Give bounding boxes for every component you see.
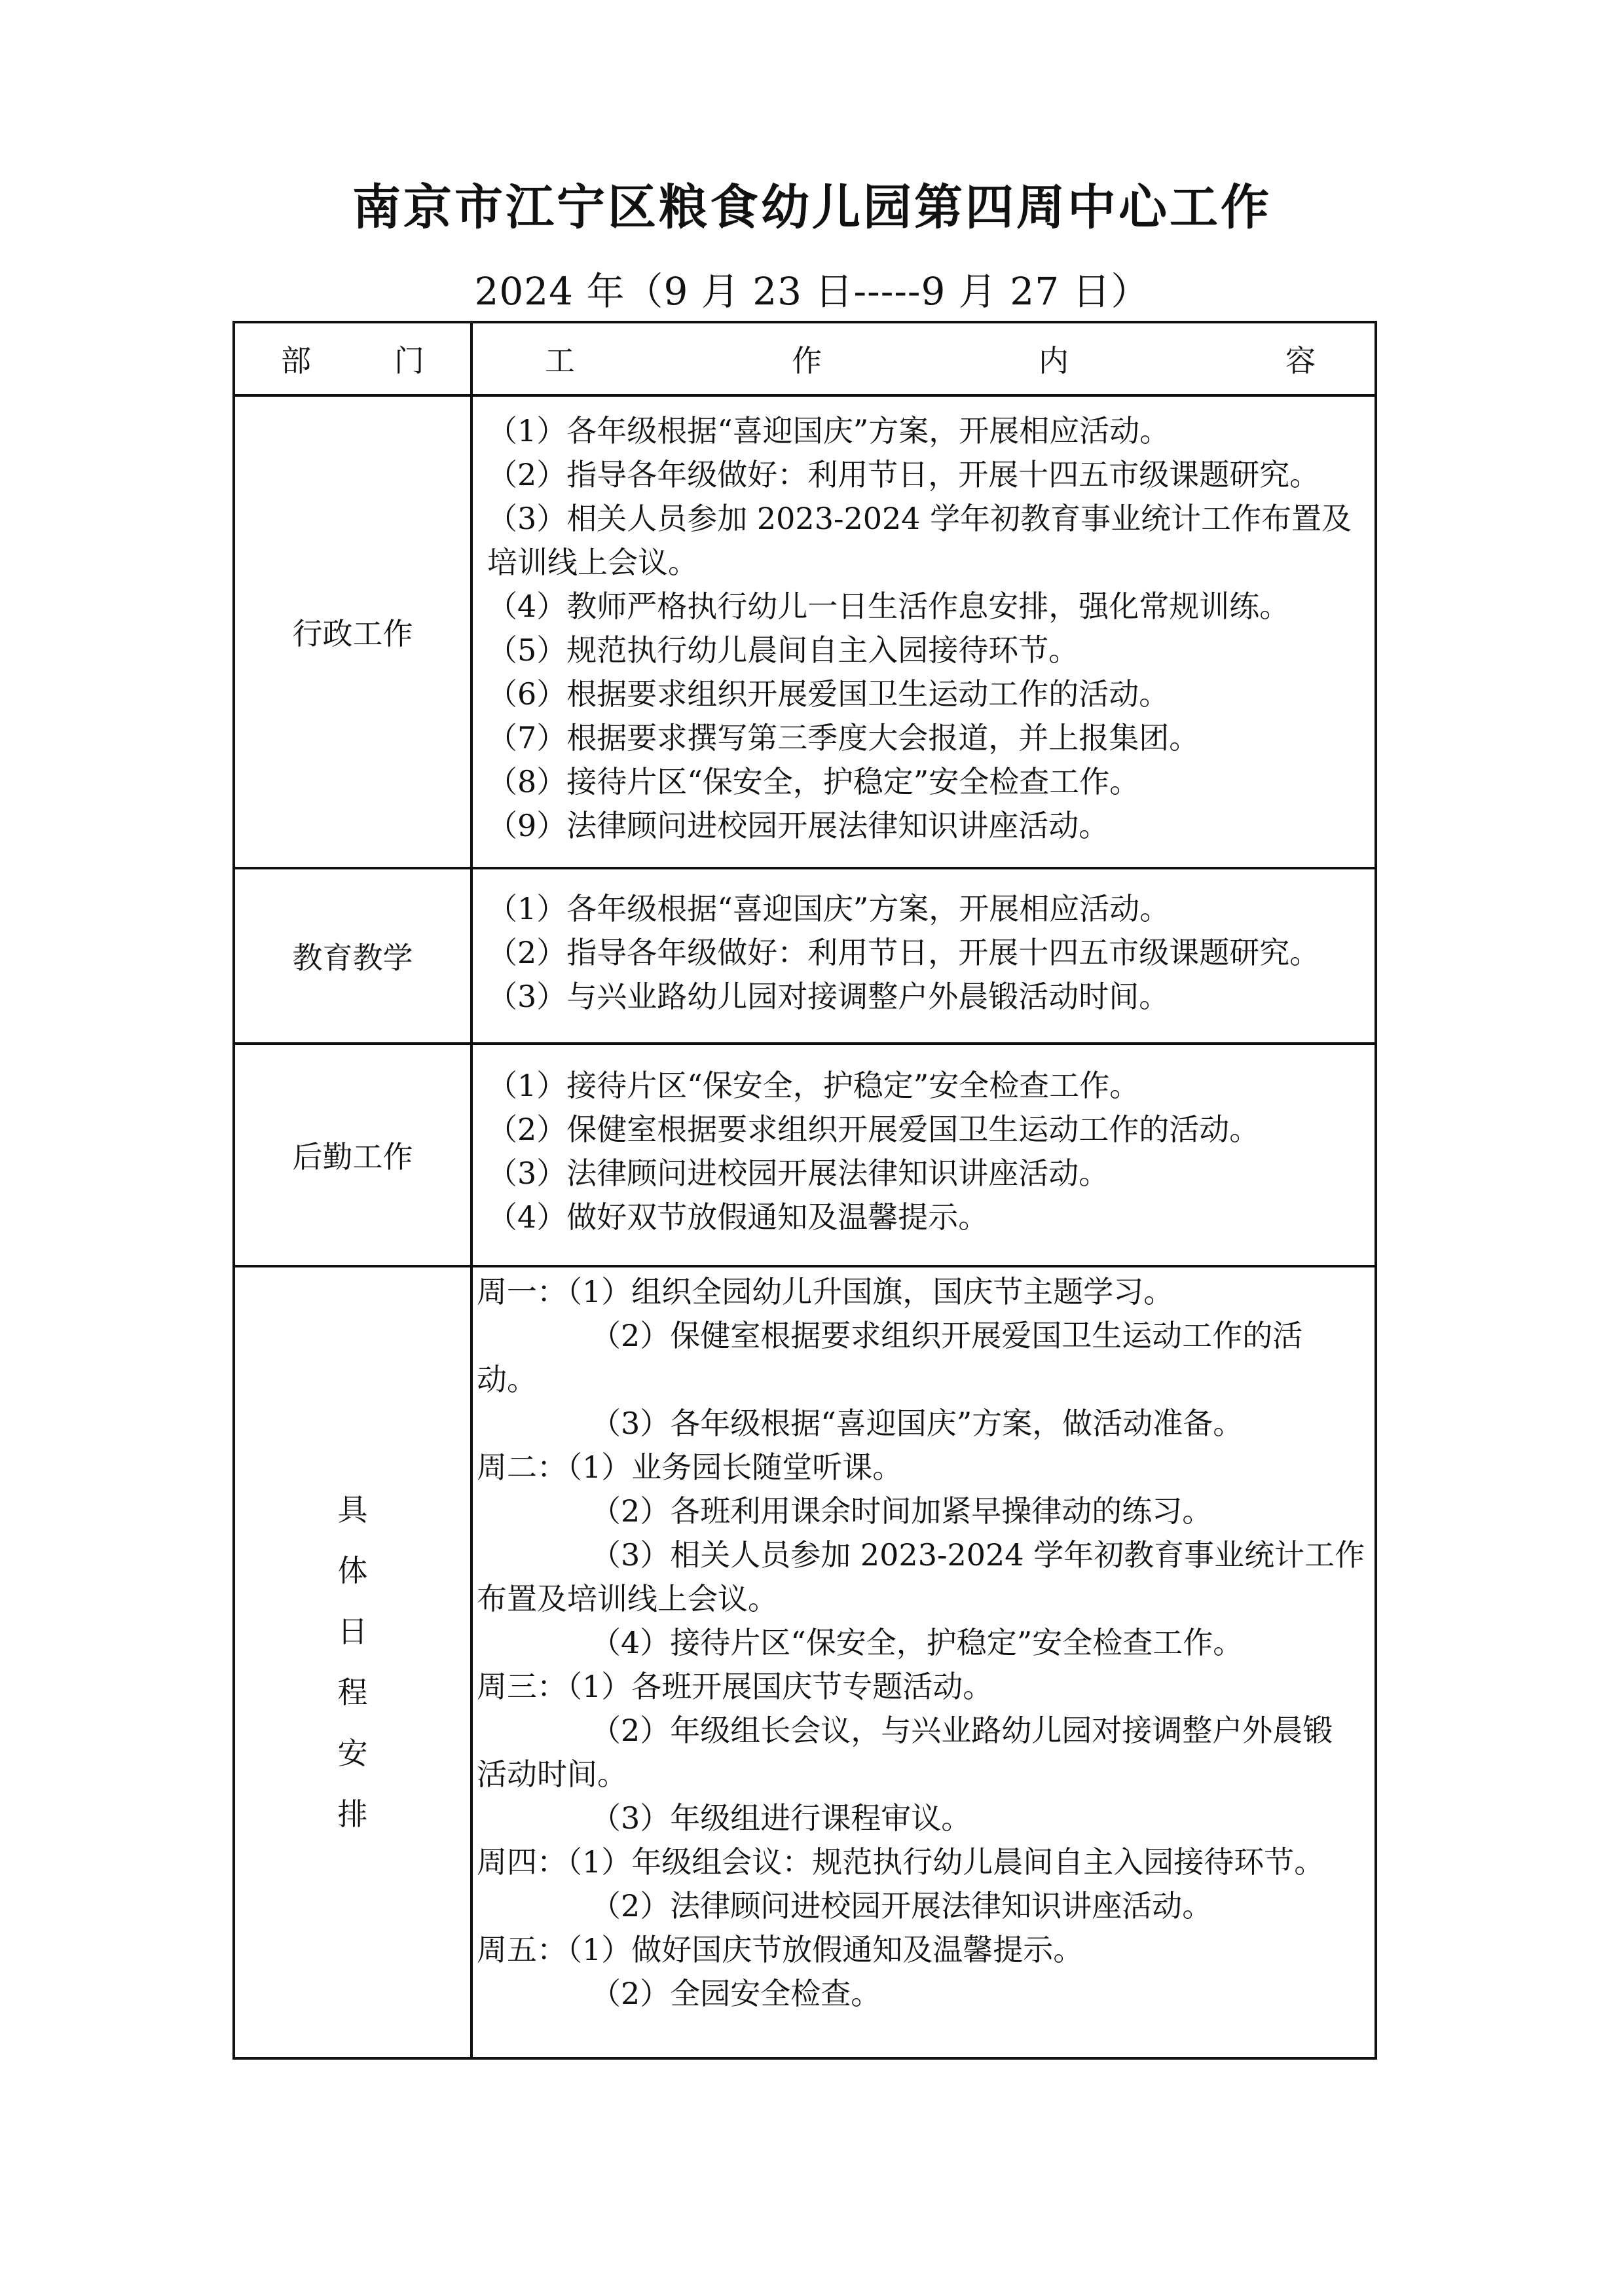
schedule-dept-char: 具 <box>337 1492 368 1527</box>
list-item: （1）各年级根据“喜迎国庆”方案，开展相应活动。 <box>487 413 1170 448</box>
table-header-row <box>234 322 1376 395</box>
schedule-content-cell <box>471 1266 1376 2058</box>
schedule-line: 周一：（1）组织全园幼儿升国旗，国庆节主题学习。 <box>477 1274 1174 1309</box>
header-dept-char: 部 <box>281 343 311 378</box>
header-department-cell <box>234 322 471 395</box>
list-item: （4）教师严格执行幼儿一日生活作息安排，强化常规训练。 <box>487 589 1290 624</box>
list-item: （7）根据要求撰写第三季度大会报道，并上报集团。 <box>487 720 1200 756</box>
schedule-dept-char: 排 <box>337 1796 368 1832</box>
schedule-line: 周五：（1）做好国庆节放假通知及温馨提示。 <box>477 1932 1084 1967</box>
list-item: （2）指导各年级做好：利用节日，开展十四五市级课题研究。 <box>487 457 1320 492</box>
section-row-logistics <box>234 1044 1376 1266</box>
header-content-char: 容 <box>1285 343 1316 378</box>
schedule-line: 周二：（1）业务园长随堂听课。 <box>477 1449 903 1485</box>
schedule-department-cell <box>234 1266 471 2058</box>
schedule-line: 周四：（1）年级组会议：规范执行幼儿晨间自主入园接待环节。 <box>477 1844 1325 1880</box>
list-item: （3）相关人员参加 2023-2024 学年初教育事业统计工作布置及 <box>487 501 1352 536</box>
date-range-subtitle: 2024 年（9 月 23 日-----9 月 27 日） <box>474 269 1150 314</box>
schedule-dept-char: 程 <box>337 1675 368 1710</box>
schedule-line: （2）法律顾问进校园开展法律知识讲座活动。 <box>591 1888 1213 1923</box>
schedule-line: （2）保健室根据要求组织开展爱国卫生运动工作的活 <box>591 1318 1303 1353</box>
section-row-education <box>234 868 1376 1044</box>
schedule-line: （4）接待片区“保安全，护稳定”安全检查工作。 <box>591 1625 1244 1660</box>
header-content-char: 内 <box>1039 343 1069 378</box>
document-title: 南京市江宁区粮食幼儿园第四周中心工作 <box>352 179 1272 236</box>
list-item: （2）保健室根据要求组织开展爱国卫生运动工作的活动。 <box>487 1112 1260 1147</box>
schedule-line: 周三：（1）各班开展国庆节专题活动。 <box>477 1669 993 1704</box>
schedule-line: 布置及培训线上会议。 <box>477 1581 778 1616</box>
list-item: （1）各年级根据“喜迎国庆”方案，开展相应活动。 <box>487 890 1170 926</box>
schedule-line: 动。 <box>477 1362 537 1397</box>
schedule-line: （3）年级组进行课程审议。 <box>591 1800 972 1836</box>
section-row-administration <box>234 395 1376 868</box>
schedule-dept-char: 安 <box>337 1736 368 1771</box>
list-item: （4）做好双节放假通知及温馨提示。 <box>487 1199 989 1235</box>
content-cell <box>471 395 1376 868</box>
list-item: （3）与兴业路幼儿园对接调整户外晨锻活动时间。 <box>487 978 1170 1014</box>
department-cell: 后勤工作 <box>234 1044 471 1266</box>
work-schedule-table <box>232 321 1377 2060</box>
department-cell: 教育教学 <box>234 868 471 1044</box>
section-row-schedule <box>234 1266 1376 2058</box>
schedule-line: （3）相关人员参加 2023-2024 学年初教育事业统计工作 <box>591 1537 1365 1573</box>
list-item: （1）接待片区“保安全，护稳定”安全检查工作。 <box>487 1068 1140 1103</box>
schedule-dept-char: 体 <box>337 1553 368 1588</box>
department-cell: 行政工作 <box>234 395 471 868</box>
list-item: （9）法律顾问进校园开展法律知识讲座活动。 <box>487 808 1109 843</box>
list-item: （6）根据要求组织开展爱国卫生运动工作的活动。 <box>487 676 1170 712</box>
header-content-char: 工 <box>545 343 575 378</box>
schedule-line: （2）全园安全检查。 <box>591 1976 881 2011</box>
header-dept-char: 门 <box>394 343 424 378</box>
schedule-line: （2）年级组长会议，与兴业路幼儿园对接调整户外晨锻 <box>591 1713 1333 1748</box>
schedule-line: 活动时间。 <box>477 1757 627 1792</box>
schedule-dept-char: 日 <box>337 1614 368 1649</box>
list-item: （2）指导各年级做好：利用节日，开展十四五市级课题研究。 <box>487 934 1320 970</box>
schedule-line: （3）各年级根据“喜迎国庆”方案，做活动准备。 <box>591 1406 1244 1441</box>
content-cell <box>471 868 1376 1044</box>
list-item: （8）接待片区“保安全，护稳定”安全检查工作。 <box>487 764 1140 799</box>
content-cell <box>471 1044 1376 1266</box>
header-content-char: 作 <box>792 343 822 378</box>
header-content-cell <box>471 322 1376 395</box>
list-item: （3）法律顾问进校园开展法律知识讲座活动。 <box>487 1156 1109 1191</box>
list-item: 培训线上会议。 <box>487 545 698 580</box>
schedule-line: （2）各班利用课余时间加紧早操律动的练习。 <box>591 1493 1213 1529</box>
list-item: （5）规范执行幼儿晨间自主入园接待环节。 <box>487 632 1079 668</box>
